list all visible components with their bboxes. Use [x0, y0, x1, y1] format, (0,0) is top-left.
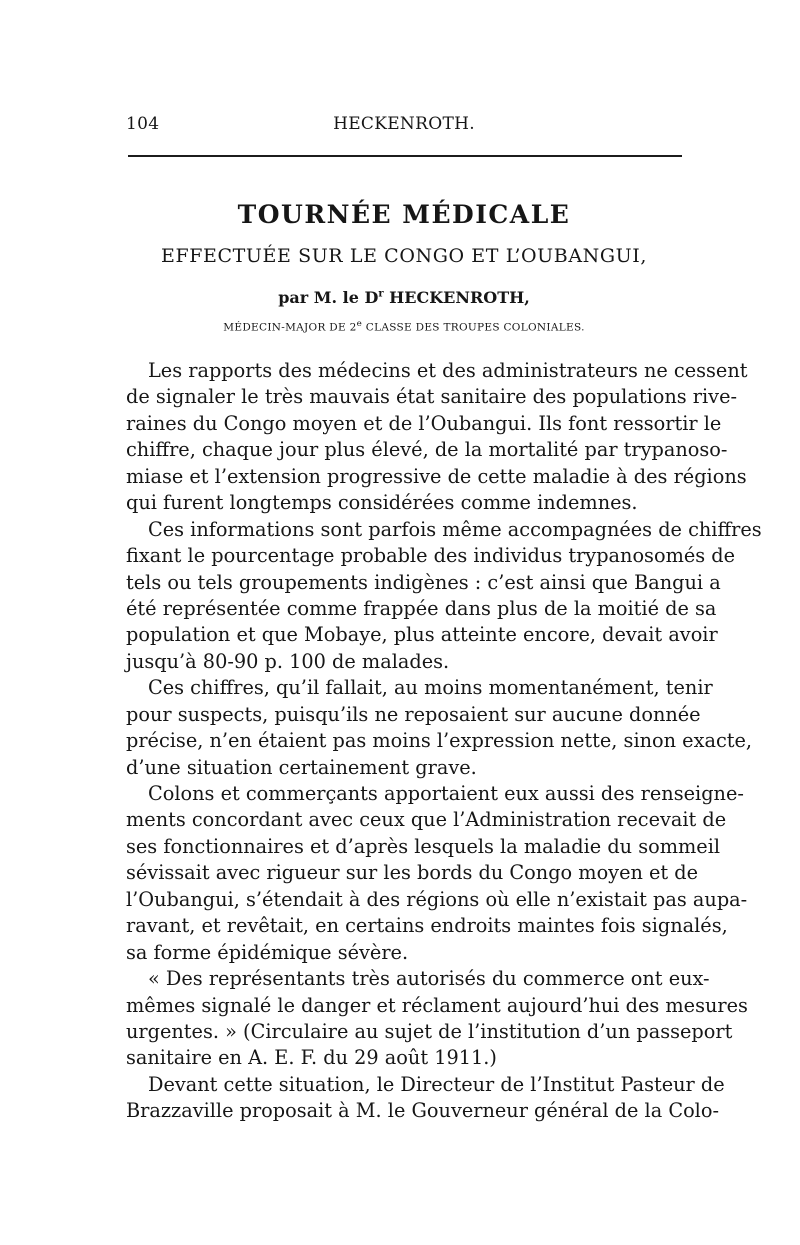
text-line: fixant le pourcentage probable des individus trypanosomés de [126, 544, 736, 568]
text-line: raines du Congo moyen et de l’Oubangui. Ils font ressortir le [126, 411, 722, 435]
running-title: HECKENROTH. [333, 114, 475, 134]
text-line: pour suspects, puisqu’ils ne reposaient sur aucune donnée [126, 702, 701, 726]
text-line: ses fonctionnaires et d’après lesquels la maladie du sommeil [126, 834, 721, 858]
text-line: tels ou tels groupements indigènes : c’est ainsi que Bangui a [126, 570, 721, 594]
text-line: sévissait avec rigueur sur les bords du Congo moyen et de [126, 861, 699, 885]
affiliation-part-a: MÉDECIN-MAJOR DE 2 [223, 321, 357, 334]
text-line: Devant cette situation, le Directeur de l’Institut Pasteur de [148, 1072, 725, 1096]
text-line: ravant, et revêtait, en certains endroits maintes fois signalés, [126, 914, 728, 938]
page-number: 104 [126, 114, 160, 134]
text-line: Ces chiffres, qu’il fallait, au moins momentanément, tenir [148, 676, 713, 700]
article-subtitle: EFFECTUÉE SUR LE CONGO ET L’OUBANGUI, [160, 245, 648, 267]
text-line: été représentée comme frappée dans plus de la moitié de sa [126, 596, 717, 620]
text-line: ments concordant avec ceux que l’Administration recevait de [126, 808, 727, 832]
body-text [126, 358, 762, 1125]
author-byline [126, 288, 682, 307]
text-line: mêmes signalé le danger et réclament aujourd’hui des mesures [126, 993, 748, 1017]
affiliation-superscript: e [356, 319, 363, 329]
text-line: chiffre, chaque jour plus élevé, de la mortalité par trypanoso- [126, 438, 728, 462]
text-line: qui furent longtemps considérées comme indemnes. [126, 491, 638, 515]
header-rule [128, 155, 682, 157]
byline-prefix: par M. le D [278, 288, 379, 307]
affiliation-part-b: CLASSE DES TROUPES COLONIALES. [362, 321, 585, 334]
text-line: d’une situation certainement grave. [126, 755, 477, 779]
text-line: Ces informations sont parfois même accompagnées de chiffres [148, 517, 762, 541]
text-line: « Des représentants très autorisés du commerce ont eux- [148, 967, 710, 991]
running-head [126, 114, 682, 138]
text-line: jusqu’à 80-90 p. 100 de malades. [126, 649, 450, 673]
text-line: l’Oubangui, s’étendait à des régions où elle n’existait pas aupa- [126, 887, 748, 911]
text-line: urgentes. » (Circulaire au sujet de l’institution d’un passeport [126, 1019, 733, 1043]
text-line: Colons et commerçants apportaient eux aussi des renseigne- [148, 782, 744, 805]
text-line: de signaler le très mauvais état sanitaire des populations rive- [126, 385, 737, 409]
byline-superscript: r [378, 288, 384, 300]
text-line: Les rapports des médecins et des administrateurs ne cessent [148, 359, 748, 382]
text-line: sanitaire en A. E. F. du 29 août 1911.) [126, 1046, 497, 1070]
text-line: Brazzaville proposait à M. le Gouverneur général de la Colo- [126, 1099, 719, 1123]
text-line: précise, n’en étaient pas moins l’expression nette, sinon exacte, [126, 729, 753, 753]
author-name: HECKENROTH, [383, 288, 530, 307]
text-line: population et que Mobaye, plus atteinte encore, devait avoir [126, 623, 718, 647]
text-line: sa forme épidémique sévère. [126, 940, 409, 964]
article-title: TOURNÉE MÉDICALE [237, 200, 571, 229]
text-line: miase et l’extension progressive de cette maladie à des régions [126, 464, 747, 488]
author-affiliation [126, 319, 682, 334]
